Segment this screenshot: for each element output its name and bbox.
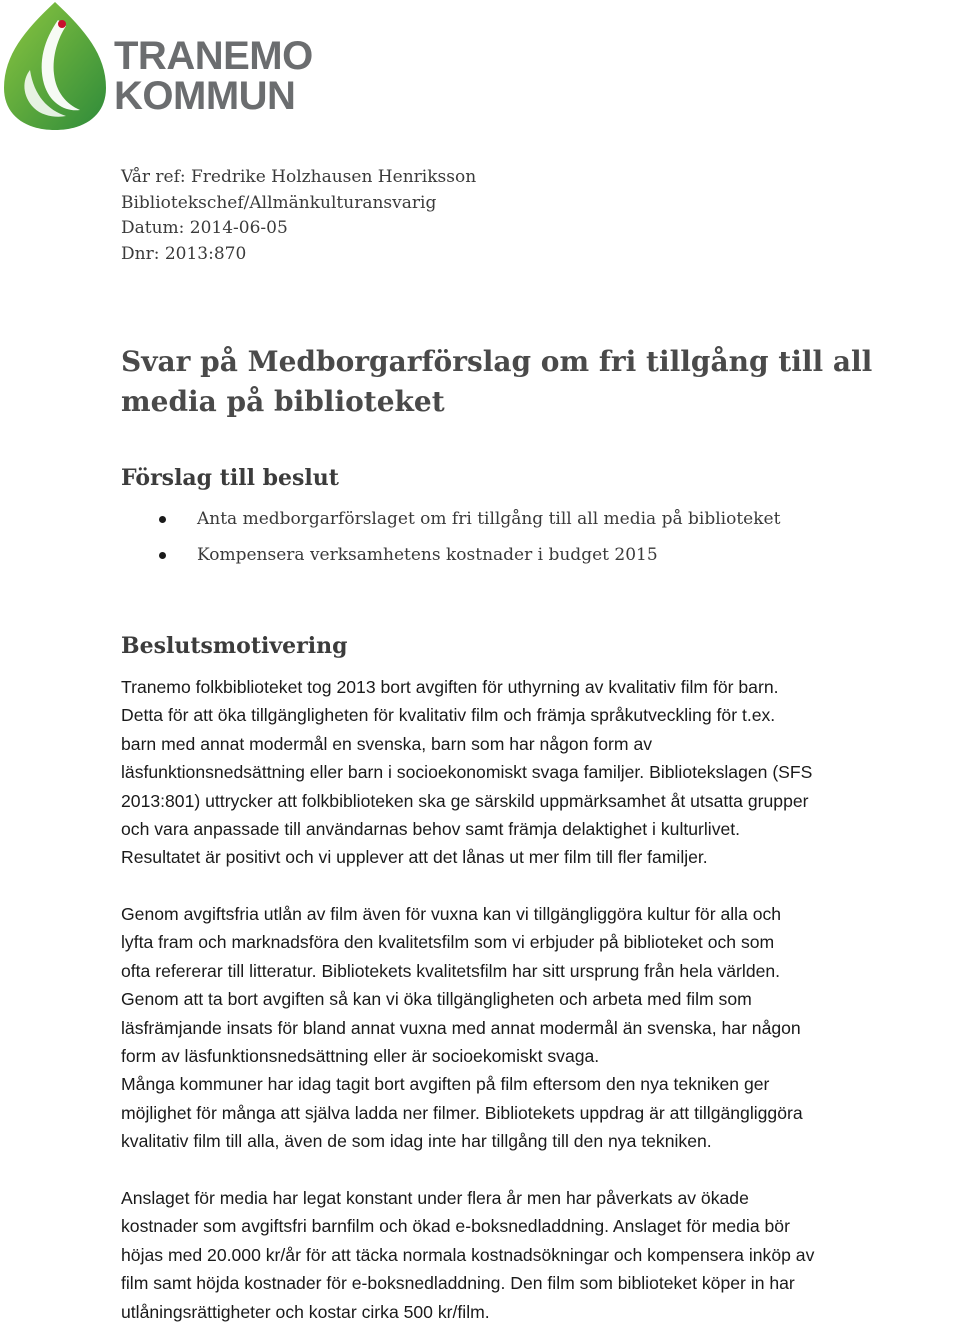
bullet-icon xyxy=(159,516,166,523)
text-line: 2013:801) uttrycker att folkbiblioteken ska ge särskild uppmärksamhet åt utsatta grupper xyxy=(121,790,809,811)
list-item xyxy=(121,506,780,542)
tranemo-crane-emblem-icon xyxy=(0,0,110,135)
logo-wordmark xyxy=(114,36,313,116)
reference: Vår ref: Fredrike Holzhausen Henriksson xyxy=(121,167,477,187)
paragraph xyxy=(121,673,960,872)
paragraph xyxy=(121,1184,960,1326)
text-line: Genom att ta bort avgiften så kan vi öka tillgängligheten och arbeta med film som xyxy=(121,989,752,1010)
text-line: Detta för att öka tillgängligheten för kvalitativ film och främja språkutveckling för t.ex. xyxy=(121,705,776,726)
text-line: lyfta fram och marknadsföra den kvalitetsfilm som vi erbjuder på biblioteket och som xyxy=(121,932,775,953)
text-line: möjlighet för många att själva ladda ner filmer. Bibliotekets uppdrag är att tillgängliggöra xyxy=(121,1102,803,1123)
list-item-text: Anta medborgarförslaget om fri tillgång till all media på biblioteket xyxy=(197,509,781,529)
list-item-text: Kompensera verksamhetens kostnader i budget 2015 xyxy=(197,545,658,565)
text-line: Resultatet är positivt och vi upplever att det lånas ut mer film till fler familjer. xyxy=(121,847,708,868)
text-line: barn med annat modermål en svenska, barn som har någon form av xyxy=(121,733,653,754)
text-line: form av läsfunktionsnedsättning eller är socioekomiskt svaga. xyxy=(121,1046,600,1067)
text-line: Anslaget för media har legat konstant under flera år men har påverkats av ökade xyxy=(121,1188,749,1208)
role: Bibliotekschef/Allmänkulturansvarig xyxy=(121,192,437,213)
logo xyxy=(0,0,313,135)
text-line: ofta refererar till litteratur. Bibliotekets kvalitetsfilm har sitt ursprung från hela världen. xyxy=(121,960,781,981)
text-line: kvalitativ film till alla, även de som idag inte har tillgång till den nya tekniken. xyxy=(121,1131,712,1152)
registration-number: Dnr: 2013:870 xyxy=(121,243,247,264)
text-line: Många kommuner har idag tagit bort avgiften på film eftersom den nya tekniken ger xyxy=(121,1074,770,1095)
text-line: Genom avgiftsfria utlån av film även för vuxna kan vi tillgängliggöra kultur för alla och xyxy=(121,904,782,924)
paragraph xyxy=(121,900,960,1156)
proposal-heading: Förslag till beslut xyxy=(121,465,339,491)
list-item xyxy=(121,542,780,578)
logo-line-1: TRANEMO xyxy=(114,34,313,78)
date: Datum: 2014-06-05 xyxy=(121,218,288,238)
bullet-icon xyxy=(159,552,166,559)
text-line: läsfunktionsnedsättning eller barn i socioekonomiskt svaga familjer. Bibliotekslagen (SFS xyxy=(121,762,813,783)
text-line: kostnader som avgiftsfri barnfilm och ökad e-boksnedladdning. Anslaget för media bör xyxy=(121,1216,790,1237)
logo-line-2: KOMMUN xyxy=(114,74,296,118)
proposal-list xyxy=(121,506,780,578)
text-line: och vara anpassade till användarnas behov samt främja delaktighet i kulturlivet. xyxy=(121,819,741,840)
text-line: läsfrämjande insats för bland annat vuxna med annat modermål än svenska, har någon xyxy=(121,1017,801,1038)
text-line: film samt höjda kostnader för e-boksnedladdning. Den film som biblioteket köper in har xyxy=(121,1273,795,1294)
page-title: Svar på Medborgarförslag om fri tillgång till all media på biblioteket xyxy=(121,345,873,418)
text-line: utlåningsrättigheter och kostar cirka 500 kr/film. xyxy=(121,1301,490,1322)
motivation-heading: Beslutsmotivering xyxy=(121,633,348,659)
text-line: Tranemo folkbiblioteket tog 2013 bort avgiften för uthyrning av kvalitativ film för barn. xyxy=(121,677,779,697)
text-line: höjas med 20.000 kr/år för att täcka normala kostnadsökningar och kompensera inköp av xyxy=(121,1244,815,1265)
document-metadata xyxy=(121,165,476,267)
